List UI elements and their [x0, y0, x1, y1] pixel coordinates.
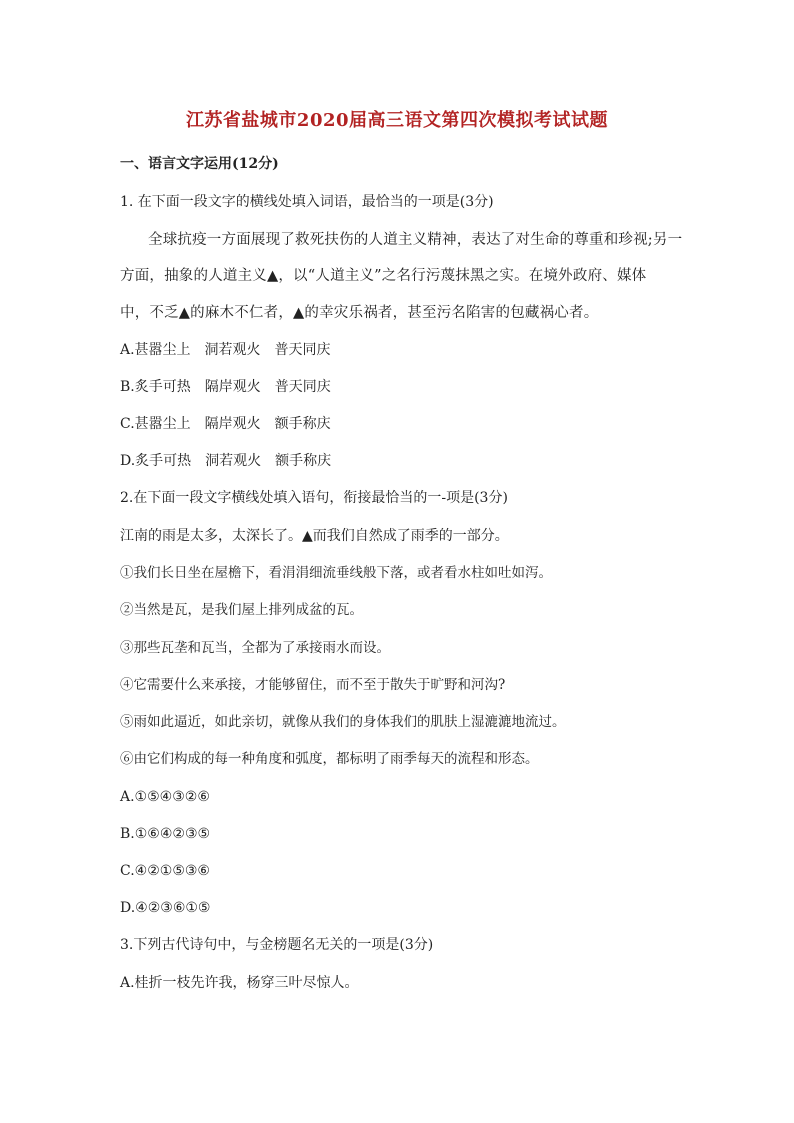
question-1-stem: 1. 在下面一段文字的横线处填入词语，最恰当的一项是(3分) — [120, 194, 494, 210]
question-2-sentence: ⑤雨如此逼近，如此亲切，就像从我们的身体我们的肌肤上湿漉漉地流过。 — [120, 714, 566, 730]
question-2-option-c: C.④②①⑤③⑥ — [120, 863, 210, 879]
question-2-option-d: D.④②③⑥①⑤ — [120, 900, 211, 916]
question-3-option-a: A.桂折一枝先许我，杨穿三叶尽惊人。 — [120, 975, 359, 991]
question-2-intro: 江南的雨是太多，太深长了。▲而我们自然成了雨季的一部分。 — [120, 528, 509, 544]
question-2-sentence: ①我们长日坐在屋檐下，看涓涓细流垂线般下落，或者看水柱如吐如泻。 — [120, 565, 552, 581]
question-3-stem: 3.下列古代诗句中，与金榜题名无关的一项是(3分) — [120, 937, 434, 953]
question-2-sentence: ②当然是瓦，是我们屋上排列成盆的瓦。 — [120, 602, 363, 618]
question-2-option-a: A.①⑤④③②⑥ — [120, 789, 210, 805]
question-1-option-b: B.炙手可热 隔岸观火 普天同庆 — [120, 379, 331, 395]
question-2-sentence: ④它需要什么来承接，才能够留住，而不至于散失于旷野和河沟? — [120, 677, 506, 693]
question-2-stem: 2.在下面一段文字横线处填入语句，衔接最恰当的一-项是(3分) — [120, 490, 508, 506]
question-1-passage-line: 中，不乏▲的麻木不仁者，▲的幸灾乐祸者，甚至污名陷害的包藏祸心者。 — [120, 305, 599, 321]
question-1-option-d: D.炙手可热 洞若观火 额手称庆 — [120, 453, 332, 469]
question-2-sentence: ⑥由它们构成的每一种角度和弧度，都标明了雨季每天的流程和形态。 — [120, 751, 539, 767]
section-heading: 一、语言文字运用(12分) — [120, 156, 279, 172]
question-1-option-c: C.甚嚣尘上 隔岸观火 额手称庆 — [120, 416, 331, 432]
question-1-passage-line: 方面，抽象的人道主义▲，以“人道主义”之名行污蔑抹黑之实。在境外政府、媒体 — [120, 268, 647, 284]
question-1-passage-line: 全球抗疫一方面展现了救死扶伤的人道主义精神，表达了对生命的尊重和珍视;另一 — [148, 232, 683, 248]
question-2-sentence: ③那些瓦垄和瓦当，全都为了承接雨水而设。 — [120, 640, 390, 656]
document-title: 江苏省盐城市2020届高三语文第四次模拟考试试题 — [185, 110, 609, 131]
question-2-option-b: B.①⑥④②③⑤ — [120, 826, 211, 842]
question-1-option-a: A.甚嚣尘上 洞若观火 普天同庆 — [120, 342, 331, 358]
